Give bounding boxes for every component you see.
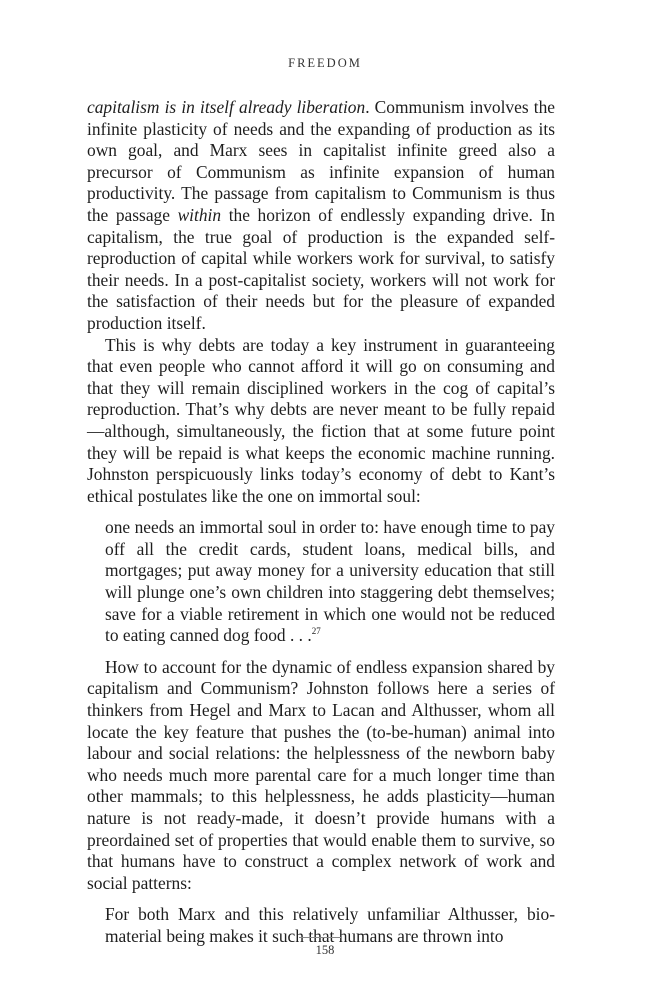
paragraph-1-text-b: the horizon of endlessly expanding drive. In capitalism, the true goal of production is the expanded self-reproduction of capital while workers work for survival, to satisfy their needs. In a post-capitalist society, workers will not work for the satisfaction of their needs but for the pleasure of expanded production itself. [87,204,555,333]
paragraph-1 [87,97,555,335]
paragraph-2: This is why debts are today a key instrument in guaranteeing that even people who cannot afford it will go on consuming and that they will remain disciplined workers in the cog of capital’s reproduction. That’s why debts are never meant to be fully repaid—although, simultaneously, the fiction that at some future point they will be repaid is what keeps the economic machine running. Johnston perspicuously links today’s economy of debt to Kant’s ethical postulates like the one on immortal soul: [87,334,555,506]
body-text [87,97,555,948]
paragraph-3: How to account for the dynamic of endless expansion shared by capitalism and Communism? Johnston follows here a series of thinkers from Hegel and Marx to Lacan and Althusser, whom all locate the key feature that pushes the (to-be-human) animal into labour and social relations: the helplessness of the newborn baby who needs much more parental care for a much longer time than other mammals; to this helplessness, he adds plasticity—human nature is not ready-made, it doesn’t provide humans with a preordained set of properties that would enable them to survive, so that humans have to construct a complex network of work and social patterns: [87,656,555,893]
italic-phrase: capitalism is in itself already liberation [87,97,366,117]
italic-word: within [177,204,222,225]
page-number: 158 [315,943,335,957]
block-quote-1 [105,517,555,647]
block-quote-2: For both Marx and this relatively unfamiliar Althusser, bio-material being makes it such that humans are thrown into [105,904,555,946]
folio-divider [299,937,341,938]
block-quote-1-text: one needs an immortal soul in order to: have enough time to pay off all the credit cards, student loans, medical bills, and mortgages; put away money for a university education that still will plunge one’s own children into staggering debt themselves; save for a viable retirement in which one would not be reduced to eating canned dog food . . . [105,517,555,646]
footnote-reference[interactable]: 27 [311,626,321,637]
paragraph-1-text-a: . Communism involves the infinite plasticity of needs and the expanding of production as its own goal, and Marx sees in capitalist infinite greed also a precursor of Communism as infinite expansion of human productivity. The passage from capitalism to Communism is thus the passage [87,97,555,225]
running-head: FREEDOM [288,56,362,70]
